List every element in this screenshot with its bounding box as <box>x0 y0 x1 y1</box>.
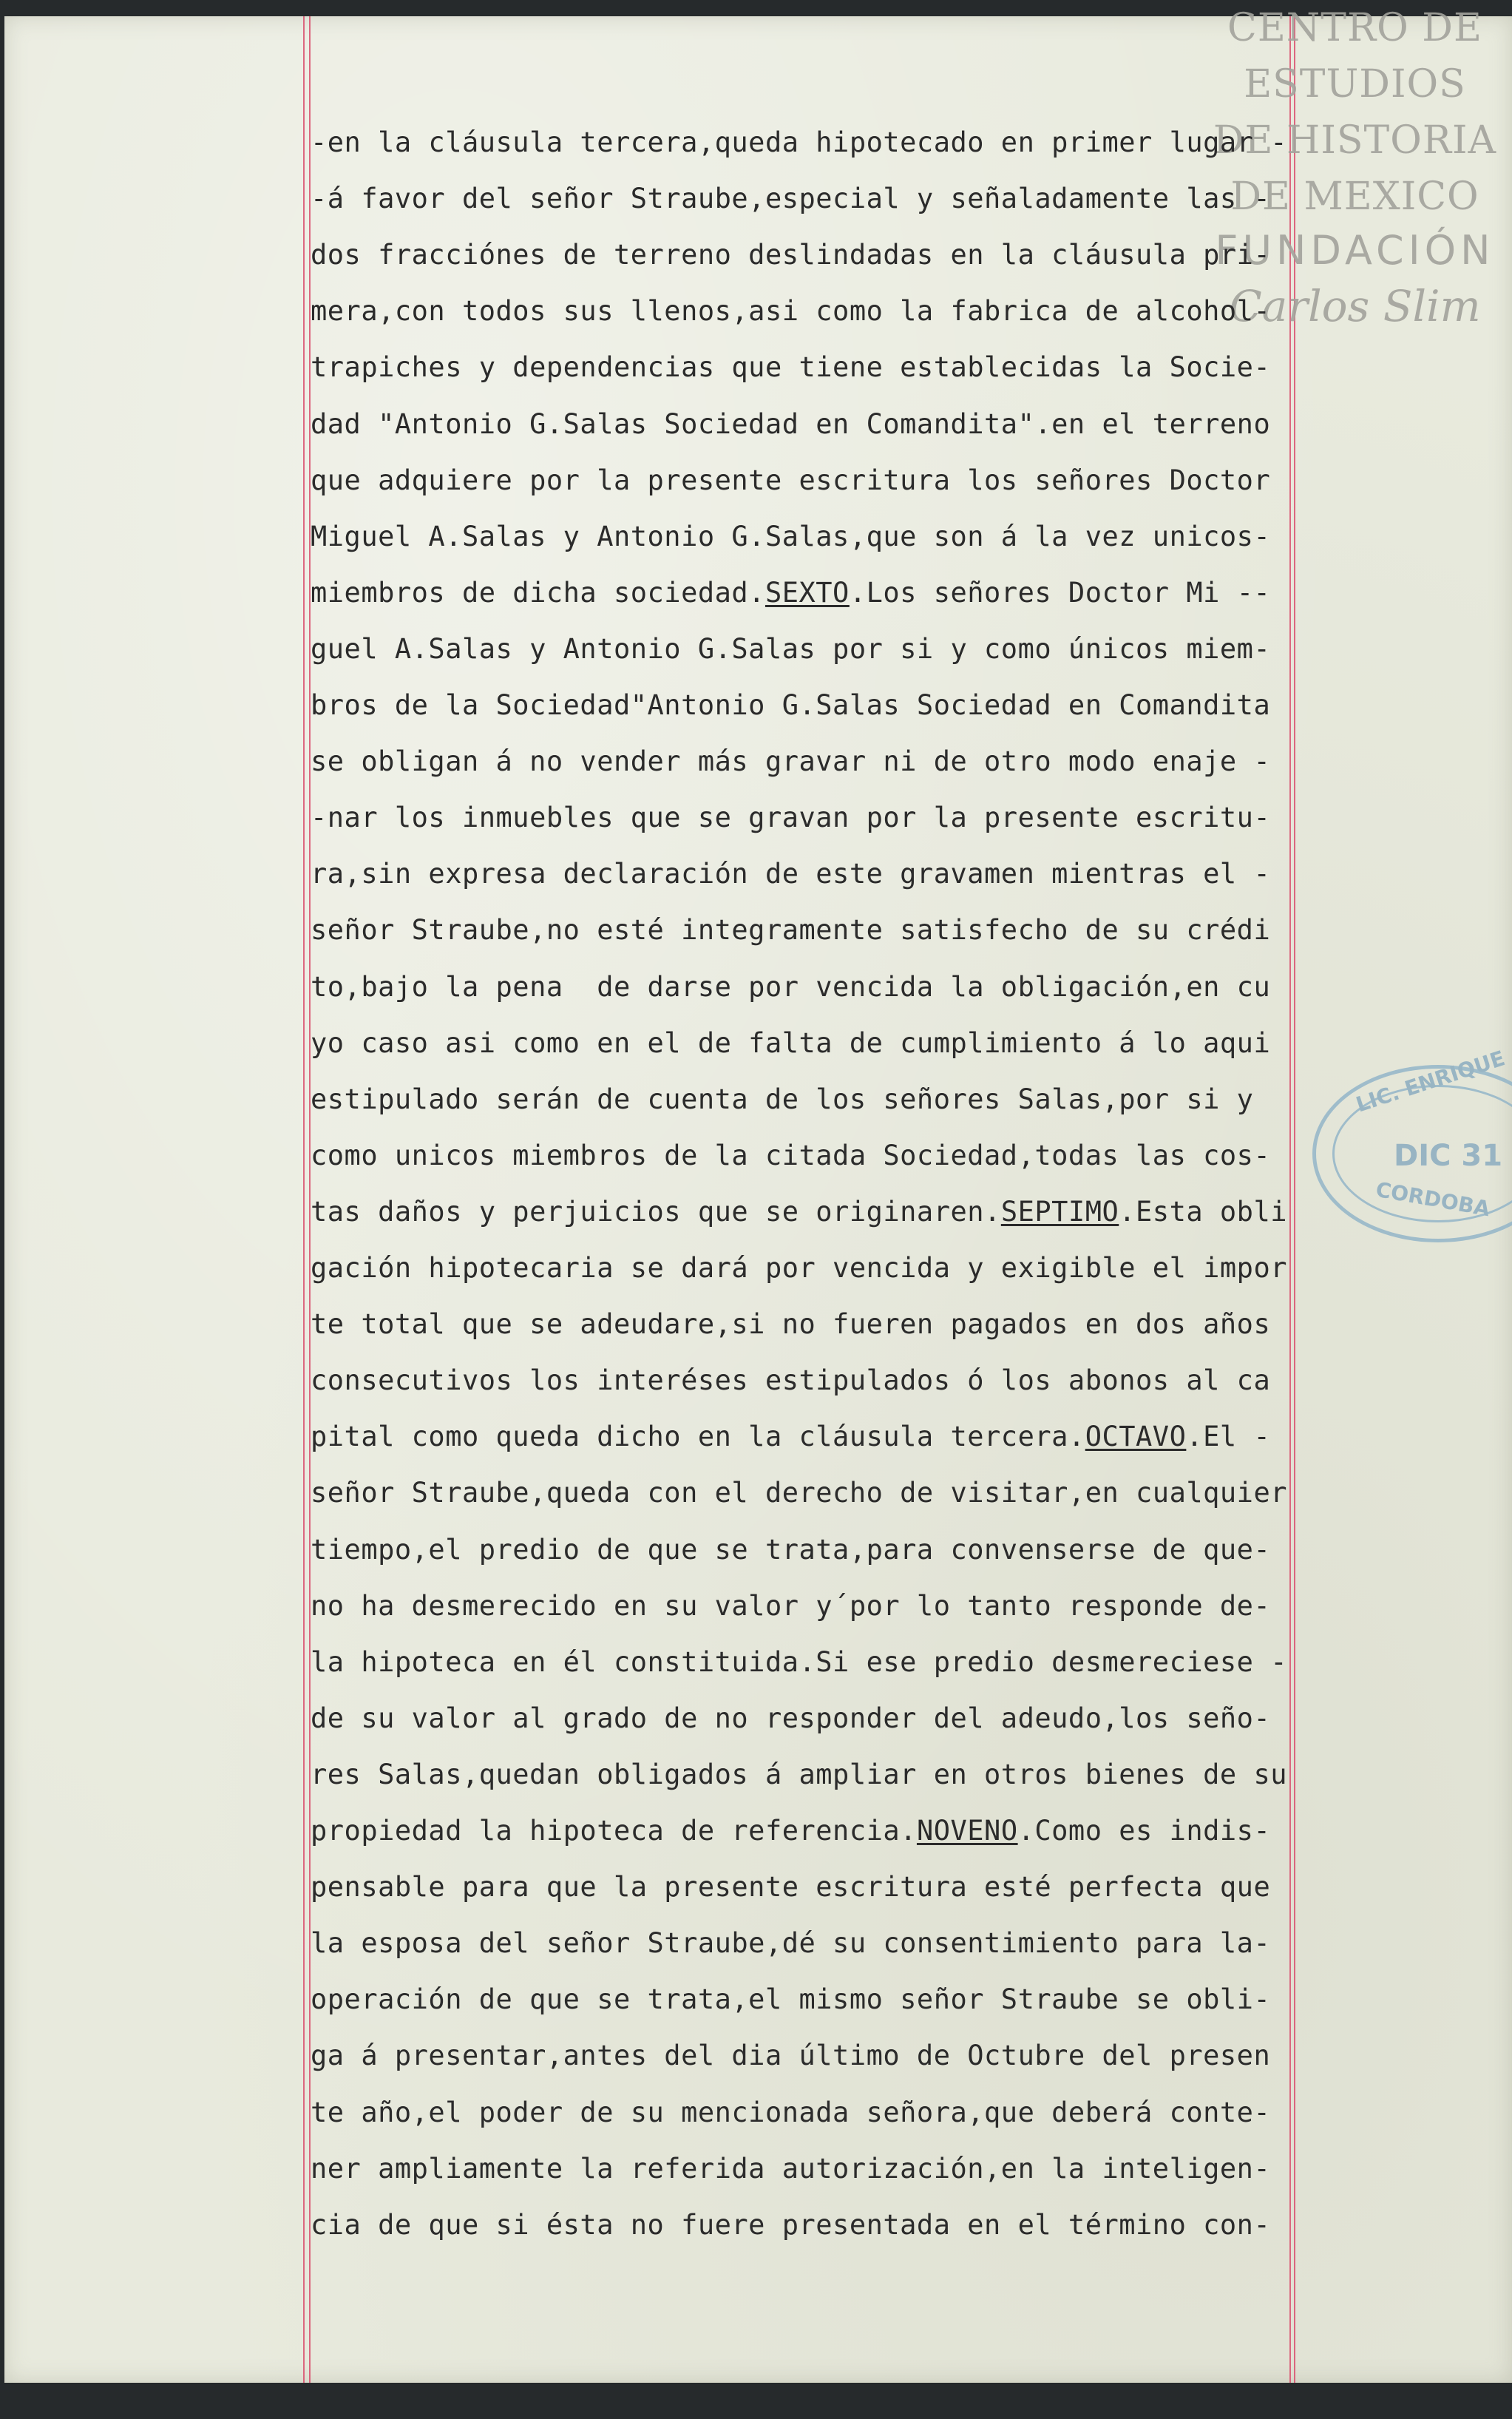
text-line: -á favor del señor Straube,especial y señaladamente las - <box>311 183 1271 215</box>
watermark-line: DE MEXICO <box>1230 175 1479 219</box>
text-line: ra,sin expresa declaración de este gravamen mientras el - <box>311 858 1271 890</box>
text-line: estipulado serán de cuenta de los señores Salas,por si y <box>311 1083 1254 1115</box>
text-line: no ha desmerecido en su valor y´por lo tanto responde de- <box>311 1589 1271 1622</box>
text-line: dos fracciónes de terreno deslindadas en la cláusula pri- <box>311 239 1271 271</box>
text-line: te año,el poder de su mencionada señora,que deberá conte- <box>311 2096 1271 2128</box>
clause-heading: SEXTO <box>765 576 850 609</box>
clause-heading: SEPTIMO <box>1000 1195 1119 1228</box>
text-line: res Salas,quedan obligados á ampliar en otros bienes de su <box>311 1758 1288 1790</box>
text-line: pensable para que la presente escritura esté perfecta que <box>311 1871 1271 1904</box>
text-line: ga á presentar,antes del dia último de Octubre del presen <box>311 2040 1271 2072</box>
text-line: operación de que se trata,el mismo señor Straube se obli- <box>311 1983 1271 2016</box>
stamp-date-text: DIC 31 <box>1394 1139 1503 1173</box>
text-line: gación hipotecaria se dará por vencida y exigible el impor <box>311 1252 1288 1284</box>
text-segment: .El - <box>1186 1421 1271 1453</box>
text-line: Miguel A.Salas y Antonio G.Salas,que son á la vez unicos- <box>311 520 1271 552</box>
text-line <box>311 1418 1270 1455</box>
stamp-top-text: LIC. ENRIQUE <box>1353 1046 1508 1117</box>
text-line: consecutivos los interéses estipulados ó los abonos al ca <box>311 1364 1271 1397</box>
text-line: la esposa del señor Straube,dé su consentimiento para la- <box>311 1927 1271 1960</box>
text-line: ner ampliamente la referida autorización,en la inteligen- <box>311 2152 1271 2185</box>
text-line: guel A.Salas y Antonio G.Salas por si y como únicos miem- <box>311 632 1271 665</box>
text-line: yo caso asi como en el de falta de cumplimiento á lo aqui <box>311 1026 1271 1059</box>
text-line: mera,con todos sus llenos,asi como la fabrica de alcohol- <box>311 295 1271 328</box>
text-line: -en la cláusula tercera,queda hipotecado en primer lugar - <box>311 126 1288 158</box>
watermark-line: DE HISTORIA <box>1213 118 1497 163</box>
text-line: se obligan á no vender más gravar ni de otro modo enaje - <box>311 745 1271 778</box>
text-line: la hipoteca en él constituida.Si ese predio desmereciese - <box>311 1645 1288 1678</box>
text-line <box>311 575 1270 612</box>
text-line: como unicos miembros de la citada Sociedad,todas las cos- <box>311 1139 1271 1171</box>
text-line: trapiches y dependencias que tiene establecidas la Socie- <box>311 351 1271 384</box>
text-segment: .Los señores Doctor Mi -- <box>849 576 1271 609</box>
text-segment: miembros de dicha sociedad. <box>311 576 765 609</box>
text-line: cia de que si ésta no fuere presentada en el término con- <box>311 2208 1271 2241</box>
text-line <box>311 1813 1270 1850</box>
text-line: to,bajo la pena de darse por vencida la obligación,en cu <box>311 970 1271 1003</box>
text-line: señor Straube,no esté integramente satisfecho de su crédi <box>311 914 1271 947</box>
text-segment: .Esta obli <box>1119 1195 1288 1228</box>
text-line: bros de la Sociedad"Antonio G.Salas Sociedad en Comandita <box>311 689 1271 721</box>
text-segment: propiedad la hipoteca de referencia. <box>311 1815 917 1847</box>
watermark-signature: Carlos Slim <box>1229 281 1481 331</box>
text-line: -nar los inmuebles que se gravan por la presente escritu- <box>311 802 1271 834</box>
text-line: de su valor al grado de no responder del adeudo,los seño- <box>311 1702 1271 1734</box>
text-segment: pital como queda dicho en la cláusula tercera. <box>311 1421 1085 1453</box>
text-line: dad "Antonio G.Salas Sociedad en Comandita".en el terreno <box>311 407 1271 440</box>
clause-heading: OCTAVO <box>1085 1421 1187 1453</box>
watermark-foundation: FUNDACIÓN <box>1215 227 1495 274</box>
stamp-bottom-text: CORDOBA <box>1374 1177 1492 1222</box>
watermark-line: ESTUDIOS <box>1244 62 1466 106</box>
text-line: te total que se adeudare,si no fueren pagados en dos años <box>311 1308 1271 1341</box>
text-line: que adquiere por la presente escritura los señores Doctor <box>311 464 1271 496</box>
left-margin-line <box>303 16 305 2383</box>
text-line: señor Straube,queda con el derecho de visitar,en cualquier <box>311 1477 1288 1509</box>
text-line <box>311 1194 1287 1231</box>
watermark-line: CENTRO DE <box>1227 6 1482 50</box>
text-line: tiempo,el predio de que se trata,para convenserse de que- <box>311 1533 1271 1566</box>
clause-heading: NOVENO <box>916 1815 1018 1847</box>
text-segment: tas daños y perjuicios que se originaren. <box>311 1195 1001 1228</box>
text-segment: .Como es indis- <box>1017 1815 1271 1847</box>
